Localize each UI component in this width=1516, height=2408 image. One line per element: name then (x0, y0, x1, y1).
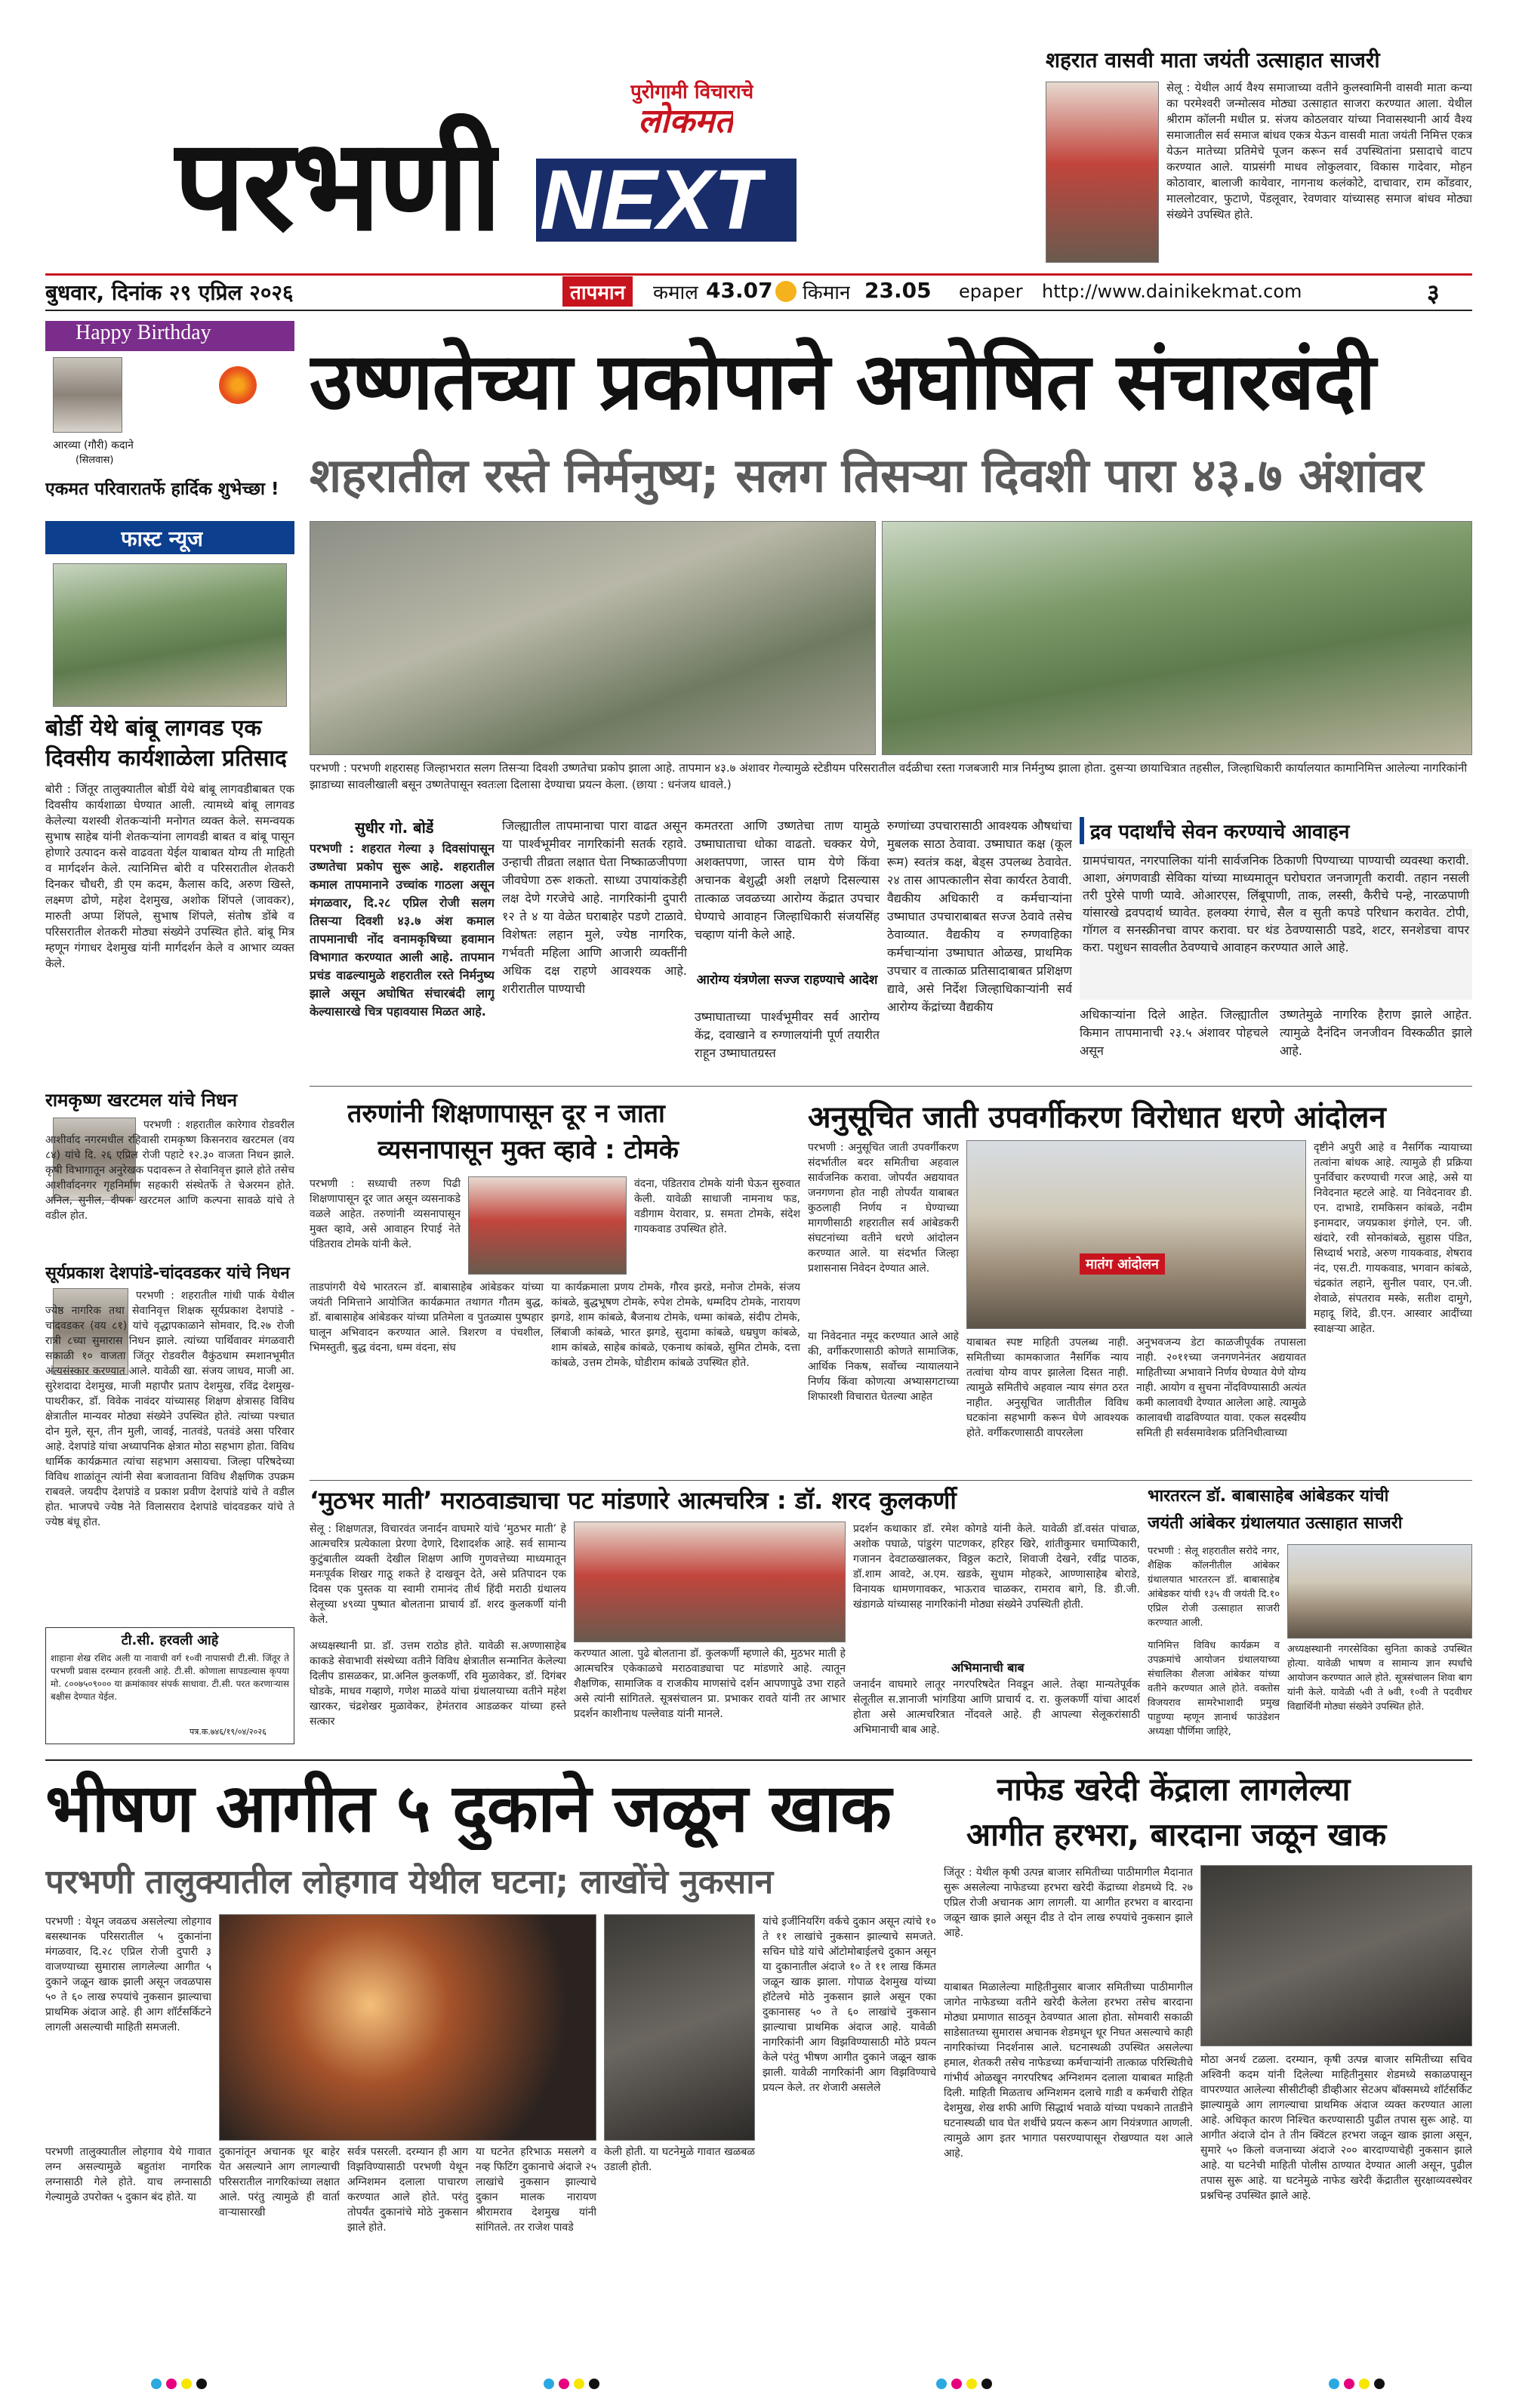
sun-icon (775, 281, 797, 302)
youth-body-4: या कार्यक्रमाला प्रणय टोमके, गौरव झरडे, मनोज टोमके, संजय कांबळे, बुद्धभूषण टोमके, रुपेश टोमके, धम्मदिप टोमके, नारायण झगडे, शाम कांबळे, बैजनाथ टोमके, धम्मा कांबळे, संदीप टोमके, लिंबाजी कांबळे, भारत झगडे, सुदामा कांबळे, धम्रघुण कांबळे, शाम कांबळे, साहेब कांबळे, एकनाथ कांबळे, सुमित टोमके, दत्ता कांबळे, उत्तम टोमके, घोडीराम कांबळे उपस्थित होते. (551, 1281, 800, 1369)
ambedkar-event-photo (1287, 1544, 1472, 1639)
ambedkar-body-2: यानिमित्त विविध कार्यक्रम व उपक्रमांचे आयोजन ग्रंथालयाच्या संचालिका शैलजा आंबेकर यांच्या वतीने करण्यात आले होते. वक्तोस विजयराव सामरेभाशादी प्रमुख पाहुण्या म्हणून ज्ञानार्थ फाउंडेशन अध्यक्षा पौर्णिमा जाहिरे, (1148, 1640, 1280, 1737)
liquid-body: ग्रामपंचायत, नगरपालिका यांनी सार्वजनिक ठिकाणी पिण्याच्या पाण्याची व्यवस्था करावी. आशा, अंगणवाडी सेविका यांच्या माध्यमातून घरोघरात जनजागृती करावी. तहान नसली तरी पुरेसे पाणी प्यावे. ओआरएस, लिंबूपाणी, ताक, लस्सी, कैरीचे पन्हे, नारळपाणी यांसारखे द्रवपदार्थ घ्यावेत. हलक्या रंगाचे, सैल व सुती कपडे परिधान करावेत. टोपी, गॉगल व सनस्क्रीनचा वापर करावा. घर थंड ठेवण्यासाठी पडदे, शटर, सनशेडचा वापर करा. पशुधन सावलीत ठेवण्याचे आवाहन करण्यात आले आहे. (1080, 849, 1472, 1000)
protest-body-4: अनुभवजन्य डेटा काळजीपूर्वक तपासला नाही. २०११च्या जनगणनेनंतर अद्ययावत माहितीच्या अभावाने निर्णय घेण्यात येणे योग्य नाही. आयोग व सुचना नोंदविण्यासाठी अत्यंत कमी कालावधी देण्यात आलेला आहे. त्यामुळे कालावधी वाढविण्यात यावा. एकल सदस्यीय समिती ही सर्वसमावेशक प्रतिनिधीत्वाच्या (1136, 1337, 1306, 1439)
youth-headline-2: व्यसनापासून मुक्त व्हावे : टोमके (377, 1135, 679, 1165)
page-number: ३ (1427, 279, 1440, 307)
ambedkar-body-1: परभणी : सेलू शहरातील सरोदे नगर, शैक्षिक कॉलनीतील आंबेकर ग्रंथालयात भारतरत्न डॉ. बाबासाहेब आंबेडकर यांची १३५ वी जयंती दि.१० एप्रिल रोजी उत्साहात साजरी करण्यात आली. (1148, 1546, 1280, 1629)
notice-title: टी.सी. हरवली आहे (121, 1633, 219, 1648)
nafed-body-1: जिंतूर : येथील कृषी उत्पन्न बाजार समितीच्या पाठीमागील मैदानात सुरू असलेल्या नाफेडच्या हरभरा खरेदी केंद्राच्या शेडमध्ये दि. २७ एप्रिल रोजी अचानक आग लागली. या आगीत हरभरा व बारदाना जळून खाक झाले असून दीड ते दोन लाख रुपयांचे नुकसान झाले आहे. (944, 1867, 1193, 1939)
fire-body-1: परभणी : येथून जवळच असलेल्या लोहगाव बसस्थानक परिसरातील ५ दुकानांना मंगळवार, दि.२८ एप्रिल रोजी दुपारी ३ वाजण्याच्या सुमारास लागलेल्या आगीत ५ दुकाने जळून खाक झाली असून जवळपास ५० ते ६० लाख रुपयांचे नुकसान झाल्याचा प्राथमिक अंदाज आहे. ही आग शॉर्टसर्किटने लागली असल्याची माहिती समजली. (45, 1916, 211, 2033)
protest-body-1: परभणी : अनुसूचित जाती उपवर्गीकरण संदर्भातील बदर समितीचा अहवाल सार्वजनिक करावा. जोपर्यंत अद्ययावत जनगणना होत नाही तोपर्यंत याबाबत कुठलाही निर्णय न घेण्याच्या मागणीसाठी शहरातील सर्व आंबेडकरी संघटनांच्या वतीने धरणे आंदोलन करण्यात आले. या संदर्भात जिल्हा प्रशासनास निवेदन देण्यात आले. (808, 1142, 959, 1275)
birthday-wish: एकमत परिवारातर्फे हार्दिक शुभेच्छा ! (45, 479, 279, 499)
epaper-url[interactable]: http://www.dainikekmat.com (1042, 281, 1302, 302)
fire-body-6: या घटनेत हरिभाऊ मसलगे व नव्ह फिटिंग दुकानाचे अंदाजे २५ लाखांचे नुकसान झाल्याचे दुकान मालक नारायण श्रीरामराव देशमुख यांनी सांगितले. तर राजेश पावडे (476, 2146, 596, 2234)
liquid-headline: द्रव पदार्थांचे सेवन करण्याचे आवाहन (1080, 817, 1472, 844)
nafed-headline-1: नाफेड खरेदी केंद्राला लागलेल्या (997, 1771, 1351, 1808)
birthday-photo (53, 357, 122, 433)
fire-burnt-photo (604, 1914, 755, 2141)
paper-title: परभणी (174, 113, 500, 257)
brand-logo: लोकमत (638, 102, 734, 140)
nafed-body-2: याबाबत मिळालेल्या माहितीनुसार बाजार समितीच्या पाठीमागील जागेत नाफेडच्या वतीने खरेदी केलेला हरभरा तसेच बारदाना मोठ्या प्रमाणात साठवून ठेवण्यात आला होता. सोमवारी सकाळी साडेसातच्या सुमारास अचानक शेडमधून धूर निघत असल्याचे काही नागरिकांच्या निदर्शनास आले. घटनास्थळी उपस्थित असलेल्या हमाल, शेतकरी तसेच नाफेडच्या कर्मचाऱ्यांनी तात्काळ परिस्थितीचे गांभीर्य ओळखून नगरपरिषद अग्निशमन दलाला याबाबत माहिती दिली. माहिती मिळताच अग्निशमन दलाचे गाडी व कर्मचारी रोहित देशमुख, शेख शफी आणि सिद्धार्थ भवाळे यांच्या पथकाने तातडीने घटनास्थळी धाव घेत शर्थीचे प्रयत्न करून आग नियंत्रणात आणली. त्यामुळे आग इतर भागात पसरण्यापासून रोखण्यात यश आले आहे. (944, 1981, 1193, 2160)
next-label: NEXT (540, 153, 766, 247)
date-line: बुधवार, दिनांक २९ एप्रिल २०२६ (45, 280, 294, 305)
fire-body-2: परभणी तालुक्यातील लोहगाव येथे गावात लग्न असल्यामुळे बहुतांश नागरिक लग्नासाठी गेले होते. याच लग्नासाठी गेल्यामुळे उपरोक्त ५ दुकान बंद होते. या (45, 2146, 211, 2203)
book-subhead: अभिमानाची बाब (951, 1660, 1025, 1675)
lead-body-col4: रुग्णांच्या उपचारासाठी आवश्यक औषधांचा मुबलक साठा ठेवावा. उष्माघात कक्ष (कूल रूम) स्वतंत्र कक्ष, बेड्स उपलब्ध ठेवावेत. २४ तास आपत्कालीन सेवा कार्यरत ठेवावी. वैद्यकीय अधिकारी व कर्मचाऱ्यांना उष्माघात उपचाराबाबत सज्ज ठेवावे तसेच ठेवाव्यात. वैद्यकीय व रुग्णवाहिका कर्मचाऱ्यांना उष्माघात ओळख, प्राथमिक उपचार व तात्काळ प्रतिसादाबाबत प्रशिक्षण द्यावे, असे निर्देश जिल्हाधिकाऱ्यांनी सर्व आरोग्य केंद्रांच्या वैद्यकीय (887, 819, 1072, 1014)
fire-story (45, 1767, 936, 2311)
birthday-name: आरव्या (गौरी) कदाने (53, 439, 134, 452)
protest-body-2: या निवेदनात नमूद करण्यात आले आहे की, वर्गीकरणासाठी कोणते सामाजिक, आर्थिक निकष, सर्वोच्च न्यायालयाने निर्णय किंवा कोणत्या अभ्यासगटाच्या शिफारशी विचारात घेतल्या आहेत (808, 1330, 959, 1403)
masthead (0, 0, 1019, 272)
book-headline: ‘मुठभर माती’ मराठवाड्याचा पट मांडणारे आत्मचरित्र : डॉ. शरद कुलकर्णी (310, 1486, 957, 1515)
max-label: कमाल (653, 282, 698, 304)
book-body-3: करण्यात आला. पुढे बोलताना डॉ. कुलकर्णी म्हणाले की, मुठभर माती हे आत्मचरित्र एकेकाळचे मराठवाड्याचा पट मांडणारे आहे. त्यातून शैक्षणिक, सामाजिक व राजकीय माणसांचे दर्शन आपणापुढे उभा राहते असे त्यांनी सांगितले. सूत्रसंचालन प्रा. प्रभाकर रावते यांनी तर आभार प्रदर्शन काशीनाथ पल्लेवाड यांनी मानले. (574, 1648, 846, 1720)
registration-marks-mid (936, 2379, 992, 2389)
obit2-body: परभणी : शहरातील गांधी पार्क येथील ज्येष्ठ नागरिक तथा सेवानिवृत्त शिक्षक सूर्यप्रकाश देशपांडे - चांदवडकर (वय ८१) यांचे वृद्धापकाळाने सोमवार, दि.२७ रोजी रात्री ८च्या सुमारास निधन झाले. त्यांच्या पार्थिवावर मंगळवारी सकाळी १० वाजता जिंतूर रोडवरील वैकुंठधाम स्मशानभूमीत अंत्यसंस्कार करण्यात आले. यावेळी खा. संजय जाधव, माजी आ. सुरेशदादा देशमुख, माजी महापौर प्रताप देशमुख, रविंद्र देशमुख-पाथरीकर, डॉ. विवेक नावंदर यांच्यासह शिक्षण क्षेत्रासह विविध क्षेत्रातील मान्यवर मोठ्या संख्येने उपस्थित होते. त्यांच्या पश्चात दोन मुले, सून, तीन मुली, जावई, नातवंडे, पतवंडे असा परिवार आहे. देशपांडे यांचा अध्यापनिक क्षेत्रात मोठा सहभाग होता. विविध धार्मिक कार्यक्रमात त्यांचा सहभाग असायचा. जिल्हा परिषदेच्या विविध शाळांतून त्यांनी सेवा बजावताना विविध शैक्षणिक उपक्रम राबवले. जयदीप देशपांडे व प्रकाश प्रवीण देशपांडे यांचे ते वडील होत. भाजपचे ज्येष्ठ नेते विलासराव देशपांडे चांदवडकर यांचे ते ज्येष्ठ बंधू होत. (45, 1290, 294, 1528)
fire-body-5: यांचे इजींनियरिंग वर्कचे दुकान असून त्यांचे १० ते ११ लाखांचे नुकसान झाल्याचे समजते. सचिन घोडे यांचे ऑटोमोबाईलचे दुकान असून या दुकानातील अंदाजे १० ते ११ लाख किंमत जळून खाक झाला. गोपाळ देशमुख यांच्या हॉटेलचे मोठे नुकसान झाले असून एका दुकानासह ५० ते ६० लाखांचे नुकसान झाल्याचा प्राथमिक अंदाज आहे. यावेळी नागरिकांनी आग विझविण्यासाठी मोठे प्रयत्न केले परंतु भीषण आगीत दुकाने जळून खाक झाली. यावेळी नागरिकांनी आग विझविण्याचे प्रयत्न केले. तर शेजारी असलेले (763, 1916, 936, 2094)
nafed-story (944, 1767, 1472, 2311)
fast-news (45, 521, 294, 1186)
top-story-headline: शहरात वासवी माता जयंती उत्साहात साजरी (1046, 48, 1380, 72)
book-body-2: अध्यक्षस्थानी प्रा. डॉ. उत्तम राठोड होते. यावेळी स.अण्णासाहेब काकडे सेवाभावी संस्थेच्या वतीने विविध क्षेत्रातील सन्मानित केलेल्या दिलीप डासळकर, प्रा.अनिल कुलकर्णी, रवि मुळावेकर, डॉ. दिगंबर घोडके, माधव गव्हाणे, गणेश माळवे यांचा ग्रंथालयाच्या वतीने महेश खारकर, चंद्रशेखर मुळावेकर, हेमंतराव आडळकर यांच्या हस्ते सत्कार (310, 1640, 566, 1728)
book-event-photo (574, 1522, 846, 1642)
lead-headline: उष्णतेच्या प्रकोपाने अघोषित संचारबंदी (310, 335, 1376, 427)
lead-photo-caption: परभणी : परभणी शहरासह जिल्हाभरात सलग तिसऱ्या दिवशी उष्णतेचा प्रकोप झाला आहे. तापमान ४३.७ अंशावर गेल्यामुळे स्टेडीयम परिसरातील वर्दळीचा रस्ता गजबजारी मात्र निर्मनुष्य झाला होता. दुसऱ्या छायाचित्रात तहसील, जिल्हाधिकारी कार्यालयात कामानिमित्त आलेल्या नागरिकांनी झाडाच्या सावलीखाली बसून उष्णतेपासून स्वतःला दिलासा देण्याचा प्रयत्न केला. (छाया : धनंजय धावले.) (310, 761, 1468, 791)
registration-marks-right (1329, 2379, 1385, 2389)
min-label: किमान (803, 282, 851, 304)
book-body-4: प्रदर्शन कथाकार डॉ. रमेश कोगडे यांनी केले. यावेळी डॉ.वसंत पांचाळ, अशोक पघाळे, पांडुरंग पाटणकर, हरिहर खिरे, शांतीकुमार चमाप्पिकारी, गजानन देवटाळखालकर, विठ्ठल कटारे, शिवाजी देखने, रवींद्र पाठक, डॉ.शाम आवटे, अ.एम. खडके, सुधाम मोहकरे, आण्णासाहेब बोराडे, विनायक धामणगावकर, भाऊराव चाळकर, रामराव बागे, डि. डी.जी. खंडागळे यांच्यासह नागरिकांनी मोठ्या संख्येने उपस्थिती होती. (853, 1523, 1140, 1611)
top-story (1046, 45, 1472, 268)
fast-news-body: बोरी : जिंतूर तालुक्यातील बोर्डी येथे बांबू लागवडीबाबत एक दिवसीय कार्यशाळा घेण्यात आली. त्यामध्ये बांबू लागवड केलेल्या यशस्वी शेतकऱ्यांनी मनोगत व्यक्त केले. समन्वयक सुभाष साहेब यांनी शेतकऱ्यांना लागवडी बाबत व बांबू पासून होणारे उत्पादन कसे वाढवता येईल याबाबत योग्य ती माहिती व मार्गदर्शन केले. त्यानिमित्त बोरी व परिसरातील शेतकरी दिनकर चौधरी, डी एम कदम, कैलास कदि, अरुण खिस्ते, लक्ष्मण ढोणे, महेश देशमुख, अशोक शिंपले (जावकर), मारुती अप्पा शिंपले, सुभाष शिंपले, संतोष डोंबे व परिसरातील शेतकरी मोठ्या संख्येने उपस्थित होते. बांबू मित्र म्हणून गंगाधर देशमुख यांनी मार्गदर्शन केले व आभार व्यक्त केले. (45, 782, 294, 970)
birthday-label: Happy Birthday (45, 321, 294, 351)
lead-body-col2: जिल्ह्यातील तापमानाचा पारा वाढत असून या पार्श्वभूमीवर नागरिकांनी सतर्क रहावे. उन्हाची तीव्रता लक्षात घेता निष्काळजीपणा जीवघेणा ठरू शकतो. साध्या उपायांकडेही लक्ष देणे गरजेचे आहे. नागरिकांनी दुपारी १२ ते ४ या वेळेत घराबाहेर पडणे टाळावे. विशेषतः लहान मुले, ज्येष्ठ नागरिक, गर्भवती महिला आणि आजारी व्यक्तींनी अधिक दक्ष राहणे आवश्यक आहे. शरीरातील पाण्याची (502, 819, 687, 996)
lead-body-col3a: कमतरता आणि उष्णतेचा ताण यामुळे उष्माघाताचा धोका वाढतो. चक्कर येणे, अशक्तपणा, जास्त घाम येणे किंवा अचानक बेशुद्धी अशी लक्षणे दिसल्यास तात्काळ जवळच्या आरोग्य केंद्रात उपचार घेण्याचे आवाहन जिल्हाधिकारी संजयसिंह चव्हाण यांनी केले आहे. (695, 819, 880, 942)
protest-photo (966, 1140, 1306, 1329)
lead-subhead-health: आरोग्य यंत्रणेला सज्ज राहण्याचे आदेश (696, 973, 878, 988)
notice-body: शाहाना शेख रशिद अली या नावाची वर्ग १०वी नापासची टी.सी. जिंतूर ते परभणी प्रवास दरम्यान हरवली आहे. टी.सी. कोणाला सापडल्यास कृपया मो. ८००७५०९००० या क्रमांकावर संपर्क साधावा. टी.सी. परत करणाऱ्यास बक्षीस देण्यात येईल. (51, 1653, 289, 1702)
lead-byline: सुधीर गो. बोर्डे (355, 819, 434, 837)
obit-kharatmal (45, 1087, 294, 1253)
youth-body-3: वंदना, पंडितराव टोमके यांनी घेऊन सुरुवात केली. यावेळी साधाजी नामनाथ फड, वडीगाम येरावार, प्र. समता टोमके, संदेश गायकवाड उपस्थित होते. (634, 1178, 800, 1235)
youth-event-photo (468, 1176, 627, 1275)
bamboo-workshop-photo (53, 563, 287, 707)
min-value: 23.05 (864, 278, 932, 303)
temperature-label: तापमान (562, 276, 633, 307)
fire-headline: भीषण आगीत ५ दुकाने जळून खाक (45, 1769, 891, 1847)
obit1-body: परभणी : शहरातील कारेगाव रोडवरील आशीर्वाद नगरमधील रहिवासी रामकृष्ण किसनराव खरटमल (वय ८४) यांचे दि. २६ एप्रिल रोजी पहाटे १२.३० वाजता निधन झाले. कृषी विभागातून अनुरेखक पदावरून ते सेवानिवृत्त झाले होते तसेच आशीर्वादनगर गृहनिर्माण सहकारी संस्थेतर्फे ते चेअरमन होते. अनिल, सुनील, दीपक खरटमल आणि कल्पना सावळे यांचे ते वडील होत. (45, 1119, 294, 1222)
fire-subhead: परभणी तालुक्यातील लोहगाव येथील घटना; लाखोंचे नुकसान (45, 1863, 774, 1901)
book-body-1: सेलू : शिक्षणतज्ञ, विचारवंत जनार्दन वाघमारे यांचे ‘मुठभर माती’ हे आत्मचरित्र प्रत्येकाला प्रेरणा देणारे, दिशादर्शक आहे. सर्व सामान्य कुटुंबातील व्यक्ती देखील शिक्षण आणि गुणवत्तेच्या माध्यमातून मनःपूर्वक शिखर गाठू शकते हे दाखवून देते, असे प्रतिपादन एक दिवस एक पुस्तक या स्वामी रामानंद तीर्थ हिंदी मराठी ग्रंथालय सेलूच्या ४९व्या पुष्पात बोलताना प्राचार्य डॉ. शरद कुलकर्णी यांनी केले. (310, 1523, 566, 1626)
ambedkar-story (1148, 1484, 1472, 1748)
obit2-headline: सूर्यप्रकाश देशपांडे-चांदवडकर यांचे निधन (45, 1264, 290, 1283)
max-value: 43.07 (706, 278, 773, 303)
lead-body-col1: परभणी : शहरात गेल्या ३ दिवसांपासून उष्णतेचा प्रकोप सुरू आहे. शहरातील कमाल तापमानाने उच्चांक गाठला असून मंगळवार, दि.२८ एप्रिल रोजी सलग तिसऱ्या दिवशी ४३.७ अंश कमाल तापमानाची नोंद वनामकृषिच्या हवामान विभागात करण्यात आली आहे. तापमान प्रचंड वाढल्यामुळे शहरातील रस्ते निर्मनुष्य झाले असून अघोषित संचारबंदी लागू केल्यासारखे चित्र पहावयास मिळत आहे. (310, 841, 495, 1019)
youth-headline-1: तरुणांनी शिक्षणापासून दूर न जाता (347, 1099, 665, 1129)
registration-marks-left (151, 2379, 207, 2389)
lead-subhead: शहरातील रस्ते निर्मनुष्य; सलग तिसऱ्या दिवशी पारा ४३.७ अंशांवर (310, 448, 1424, 503)
brand-tag: पुरोगामी विचाराचे (630, 81, 754, 103)
empty-road-photo (310, 521, 876, 755)
fire-body-7: केली होती. या घटनेमुळे गावात खळबळ उडाली होती. (604, 2146, 755, 2173)
fire-body-4: सर्वत्र पसरली. दरम्यान ही आग विझविण्यासाठी परभणी येथून अग्निशमन दलाला पाचारण करण्यात आले होते. परंतु तोपर्यंत दुकानांचे मोठे नुकसान झाले होते. (347, 2146, 468, 2234)
obit1-headline: रामकृष्ण खरटमल यांचे निधन (45, 1090, 238, 1111)
epaper-label: epaper (959, 281, 1023, 302)
ambedkar-body-3: अध्यक्षस्थानी नगरसेविका सुनिता काकडे उपस्थित होत्या. यावेळी भाषण व सामान्य ज्ञान स्पर्धांचे आयोजन करण्यात आले होते. सूत्रसंचालन शिवा बाग यांनी केले. यावेळी ५वी ते ७वी, १०वी ते पदवीधर विद्यार्थिनी मोठ्या संख्येने उपस्थित होते. (1287, 1644, 1472, 1713)
book-body-5: जनार्दन वाघमारे लातूर नगरपरिषदेत निवडून आले. तेव्हा मान्यतेपूर्वक सेलूतील स.ज्ञानाजी भांगडिया आणि प्राचार्य द. रा. कुलकर्णी यांचा आदर्श होता असे आत्मचरित्रात नोंदवले आहे. ही आपल्या सेलूकरांसाठी अभिमानाची बाब आहे. (853, 1679, 1140, 1736)
nafed-fire-photo (1200, 1865, 1472, 2046)
liquid-foot-left: अधिकाऱ्यांना दिले आहेत. जिल्ह्यातील किमान तापमानाची २३.५ अंशावर पोहचले असून (1080, 1007, 1268, 1058)
nafed-headline-2: आगीत हरभरा, बारदाना जळून खाक (966, 1816, 1387, 1853)
vasavi-mata-photo (1046, 82, 1159, 263)
lead-body-col3b: उष्माघाताच्या पार्श्वभूमीवर सर्व आरोग्य केंद्र, दवाखाने व रुग्णालयांनी पूर्ण तयारीत राहून उष्माघातग्रस्त (695, 1010, 880, 1060)
nafed-body-3: मोठा अनर्थ टळला. दरम्यान, कृषी उत्पन्न बाजार समितीच्या सचिव अश्विनी कदम यांनी दिलेल्या माहितीनुसार शेडमध्ये सकाळपासून वापरण्यात आलेल्या सीसीटीव्ही डीव्हीआर सेटअप बॉक्समध्ये शॉर्टसर्किट झाल्यामुळे आग लागल्याचा प्राथमिक अंदाज व्यक्त करण्यात आला आहे. अधिकृत कारण निश्चित करण्यासाठी पुढील तपास सुरू आहे. या आगीत अंदाजे दोन ते तीन क्विंटल हरभरा जळून खाक झाला असून, सुमारे ५० किलो वजनाच्या अंदाजे २०० बारदाण्याचेही नुकसान झाले आहे. या घटनेची माहिती पोलीस ठाण्यात देण्यात आली असून, पुढील तपास सुरू आहे. या घटनेमुळे नाफेड खरेदी केंद्रातील सुरक्षाव्यवस्थेवर प्रश्नचिन्ह उपस्थित झाले आहे. (1200, 2054, 1472, 2202)
protest-body-3: याबाबत स्पष्ट माहिती उपलब्ध नाही. समितीच्या कामकाजात नैसर्गिक न्याय तत्वांचा योग्य वापर झालेला दिसत नाही. त्यामुळे समितीचे अहवाल न्याय संगत ठरत नाहीत. अनुसूचित जातीतील विविध घटकांना सहभागी करून घेणे आवश्यक होते. वर्गीकरणासाठी वापरलेला (966, 1337, 1129, 1439)
birthday-box (45, 321, 294, 513)
ambedkar-headline-2: जयंती आंबेकर ग्रंथालयात उत्साहात साजरी (1148, 1514, 1403, 1533)
protest-body-5: दृष्टीने अपुरी आहे व नैसर्गिक न्यायाच्या तत्वांना बांधक आहे. त्यामुळे ही प्रक्रिया पुनर्विचार करण्याची गरज आहे, असे या निवेदनात म्हटले आहे. या निवेदनावर डी. एन. दाभाडे, रामकिसन कांबळे, नदीम इनामदार, जयप्रकाश इंगोले, एन. जी. खंदारे, रवी सोनकांबळे, सुहास पंडित, सिध्दार्थ भराडे, अरुण गायकवाड, शेषराव नंद, एस.टी. गायकवाड, भगवान कांबळे, चंद्रकांत लहाने, सुनील पवार, एन.जी. शेवाळे, संपतराव मस्के, सतीश दामुगे, महादू शिंदे, डी.एन. आस्वार आदींच्या स्वाक्षऱ्या आहेत. (1314, 1142, 1472, 1335)
protest-banner-sign: मातंग आंदोलन (1080, 1253, 1165, 1275)
notice-ref: पत्र.क.७४६/१९/०४/२०२६ (190, 1727, 267, 1737)
weather-box (562, 276, 940, 307)
top-story-body: सेलू : येथील आर्य वैश्य समाजाच्या वतीने कुलस्वामिनी वासवी माता कन्या का परमेश्वरी जन्मोत्सव मोठ्या उत्साहात साजरा करण्यात आला. येथील श्रीराम कॉलनी मधील प्र. संजय कोठलवार यांच्या निवासस्थानी आर्य वैश्य समाजातील सर्व समाज बांधव एकत्र येऊन वासवी माता जयंती निमित्त एकत्र येऊन मातेच्या प्रतिमेचे पूजन करून सर्व उपस्थितांना प्रसादाचे वाटप करण्यात आले. याप्रसंगी माधव लोकुलवार, विकास गादेवार, मोहन कोठावार, बालाजी कायेवार, नागनाथ कलंकोटे, दाचावार, राम कोंडवार, माललोटवार, फुटाणे, पेंडलूवार, रेवणवार यांच्यासह समाज बांधव मोठ्या संख्येने उपस्थित होते. (1166, 81, 1472, 221)
registration-marks-center (544, 2379, 599, 2389)
youth-body-2: ताडपांगरी येथे भारतरत्न डॉ. बाबासाहेब आंबेडकर यांच्या जयंती निमित्ताने आयोजित कार्यक्रमात तथागत गौतम बुद्ध, डॉ. बाबासाहेब आंबेडकर यांच्या प्रतिमेला व पुतळ्यास पुष्पहार घालून अभिवादन करण्यात आले. त्रिशरण व पंचशील, भिमस्तुती, बुद्ध वंदना, धम्म वंदना, संघ (310, 1281, 544, 1354)
protest-headline: अनुसूचित जाती उपवर्गीकरण विरोधात धरणे आंदोलन (808, 1100, 1386, 1135)
youth-body-1: परभणी : सध्याची तरुण पिढी शिक्षणापासून दूर जात असून व्यसनाकडे वळले आहेत. तरुणांनी व्यसनापासून मुक्त व्हावे, असे आवाहन रिपाई नेते पंडितराव टोमके यांनी केले. (310, 1178, 461, 1250)
notice-box (45, 1627, 294, 1744)
flower-icon (219, 366, 257, 404)
obit-deshpande (45, 1261, 294, 1620)
book-story (310, 1484, 1140, 1748)
fast-news-headline: बोर्डी येथे बांबू लागवड एक दिवसीय कार्यशाळेला प्रतिसाद (45, 715, 287, 772)
shade-crowd-photo (882, 521, 1472, 755)
birthday-place: (सिलवास) (75, 455, 114, 466)
ambedkar-headline-1: भारतरत्न डॉ. बाबासाहेब आंबेडकर यांची (1148, 1487, 1389, 1506)
liquid-foot-right: उष्णतेमुळे नागरिक हैराण झाले आहेत. त्यामुळे दैनंदिन जनजीवन विस्कळीत झाले आहे. (1280, 1007, 1472, 1058)
fire-body-3: दुकानांतून अचानक धूर बाहेर येत असल्याने आग लागल्याची परिसरातील नागरिकांच्या लक्षात आले. परंतु त्यामुळे ही वार्ता वाऱ्यासारखी (219, 2146, 340, 2218)
liquid-box (1080, 817, 1472, 1080)
fast-news-text: फास्ट न्यूज (121, 526, 203, 551)
fire-shop-photo (219, 1914, 596, 2141)
